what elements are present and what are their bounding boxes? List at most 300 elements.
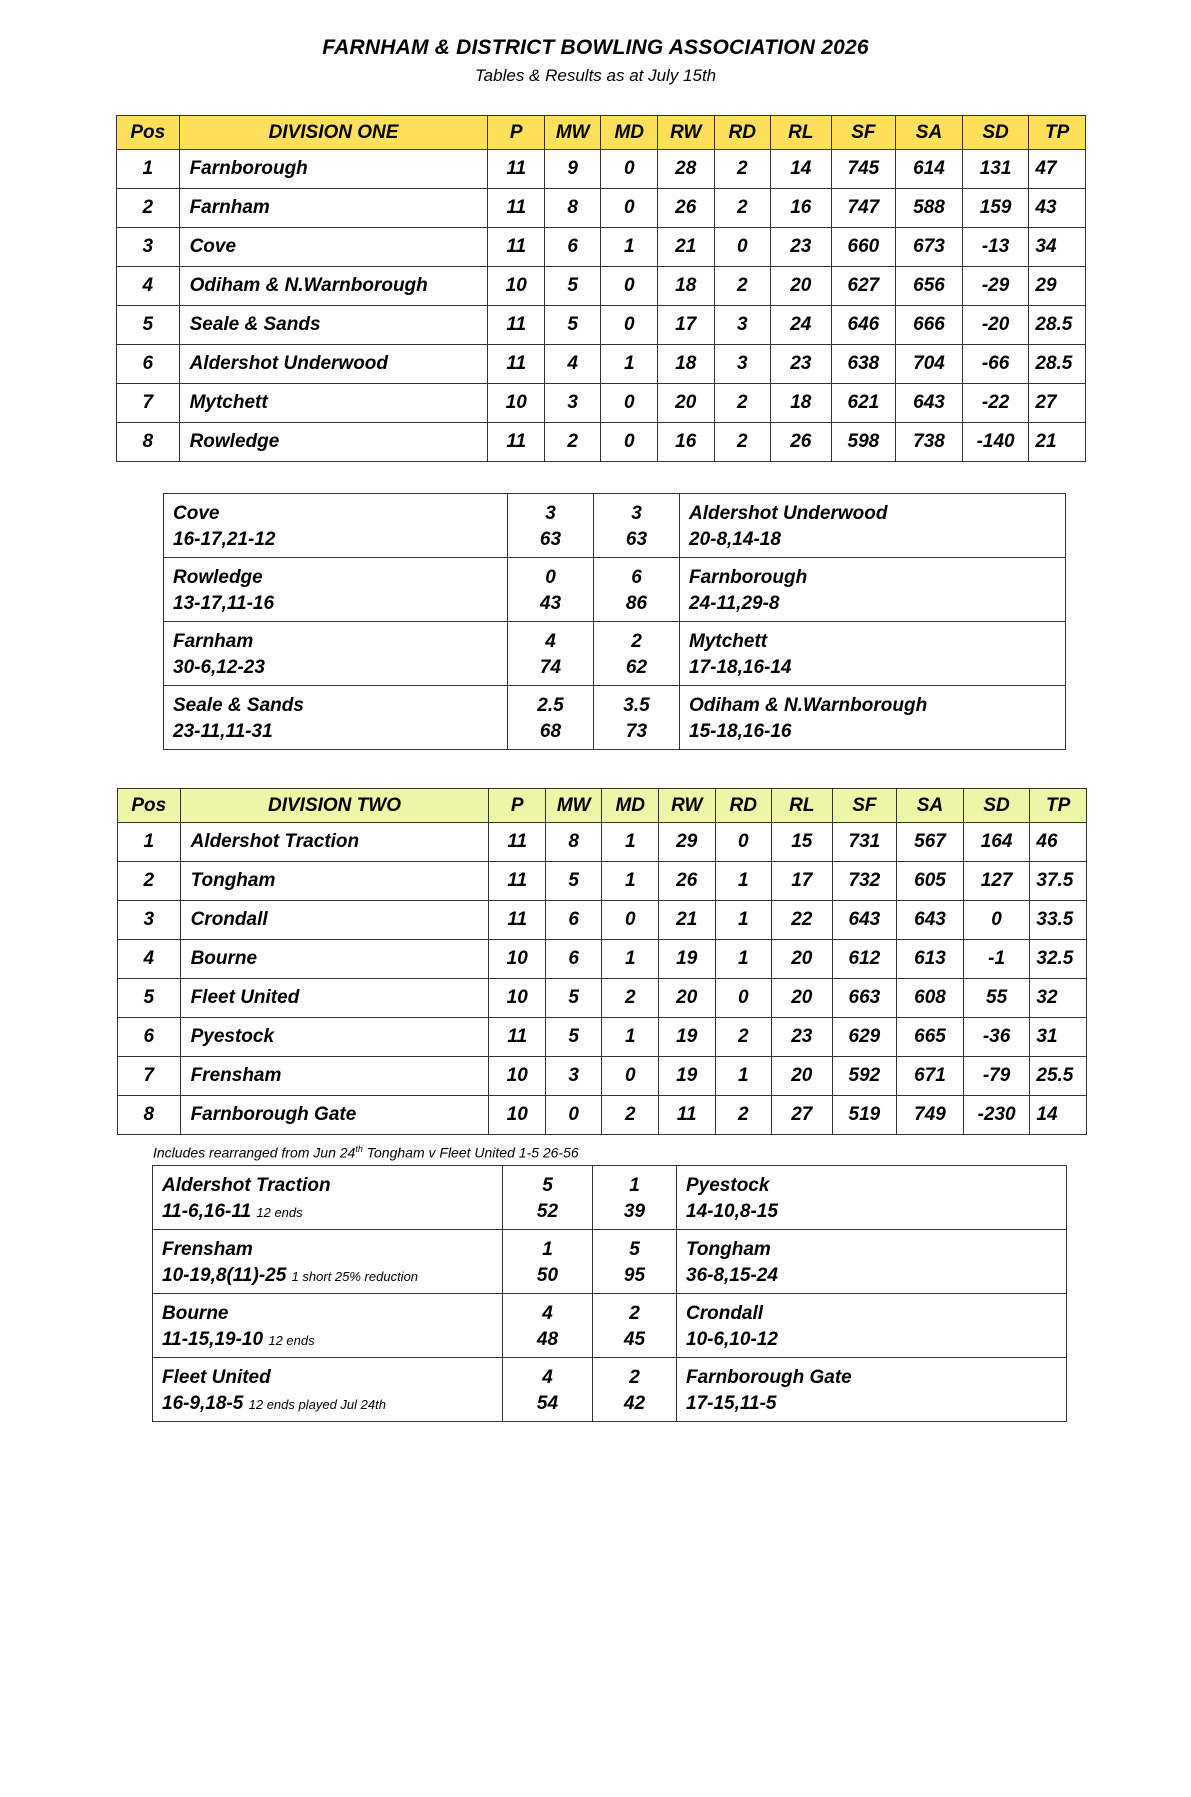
away-team [680,558,1066,622]
table-cell: 24 [771,306,832,345]
footnote-text-end: Tongham v Fleet United 1-5 26-56 [362,1144,579,1161]
away-score-value: 39 [623,1201,646,1222]
table-cell: 2 [715,1018,772,1057]
team-name: Farnham [179,189,488,228]
away-team [677,1358,1067,1422]
table-cell: -66 [962,345,1029,384]
home-team [153,1166,503,1230]
home-score-line2 [508,527,593,553]
table-cell: 627 [831,267,896,306]
page-subtitle: Tables & Results as at July 15th [474,66,717,85]
table-cell: 613 [897,940,964,979]
table-cell: 0 [715,823,772,862]
away-team-line2 [686,1263,1066,1289]
home-team-line1: Frensham [162,1239,253,1260]
away-team-line2 [686,1327,1066,1353]
team-name: Aldershot Traction [180,823,489,862]
table-cell: 21 [657,228,714,267]
col-sf: SF [832,789,897,823]
home-score-line2 [503,1327,592,1353]
table-cell: 0 [545,1096,602,1135]
table-row [118,823,1087,862]
table-cell: 0 [602,1057,659,1096]
home-score-value: 43 [539,593,562,614]
home-score-line1: 1 [542,1239,553,1260]
table-cell: 1 [601,345,658,384]
col-mw: MW [544,116,601,150]
away-score [593,1230,677,1294]
table-row [118,979,1087,1018]
table-cell: 16 [657,423,714,462]
table-row [117,423,1086,462]
col-sa: SA [896,116,963,150]
table-cell: 673 [896,228,963,267]
table-cell: 665 [897,1018,964,1057]
away-score-line2 [593,1327,676,1353]
away-team-line1: Crondall [686,1303,764,1324]
table-cell: 629 [832,1018,897,1057]
table-cell: 747 [831,189,896,228]
table-cell: 1 [118,823,181,862]
table-cell: 0 [601,306,658,345]
table-cell: 1 [715,862,772,901]
result-row [153,1230,1067,1294]
table-cell: 11 [489,862,546,901]
table-cell: 612 [832,940,897,979]
table-cell: 745 [831,150,896,189]
home-team-value: 16-17,21-12 [173,529,276,550]
home-team-value: 10-19,8(11)-25 [162,1265,287,1286]
home-score-line2 [503,1199,592,1225]
away-team-line1: Farnborough Gate [686,1367,852,1388]
home-team-line2 [173,527,507,553]
table-cell: 19 [658,1057,715,1096]
table-cell: 8 [118,1096,181,1135]
table-cell: 21 [658,901,715,940]
table-cell: 5 [544,306,601,345]
col-tp: TP [1030,789,1087,823]
away-team-line2 [689,591,1065,617]
away-team [677,1166,1067,1230]
table-row [117,345,1086,384]
home-team-line1: Bourne [162,1303,229,1324]
table-cell: 2 [118,862,181,901]
away-team-value: 10-6,10-12 [686,1329,778,1350]
table-cell: 22 [772,901,833,940]
away-team-value: 15-18,16-16 [689,721,792,742]
table-cell: 598 [831,423,896,462]
away-score-line2 [593,1199,676,1225]
col-p: P [489,789,546,823]
table-cell: 23 [771,345,832,384]
away-score-value: 62 [625,657,648,678]
table-cell: 1 [117,150,180,189]
table-cell: 26 [657,189,714,228]
table-cell: 1 [715,1057,772,1096]
table-cell: 14 [771,150,832,189]
table-cell: 6 [117,345,180,384]
home-team [153,1294,503,1358]
division-one-table [116,115,1086,462]
result-row [164,558,1066,622]
table-cell: 0 [601,423,658,462]
home-score-line2 [508,719,593,745]
team-name: Pyestock [180,1018,489,1057]
away-team-line1: Pyestock [686,1175,770,1196]
away-score-value: 95 [623,1265,646,1286]
home-team-line2 [162,1327,502,1354]
table-cell: 2 [714,150,771,189]
table-cell: 43 [1029,189,1086,228]
table-cell: 7 [118,1057,181,1096]
table-cell: 666 [896,306,963,345]
away-score [594,686,680,750]
team-name: Rowledge [179,423,488,462]
table-cell: 3 [117,228,180,267]
footnote-text: Includes rearranged from Jun 24 [153,1144,356,1161]
table-cell: 643 [832,901,897,940]
col-md: MD [602,789,659,823]
away-score [594,622,680,686]
result-row [153,1166,1067,1230]
col-rl: RL [772,789,833,823]
result-row [164,686,1066,750]
table-cell: 3 [714,345,771,384]
table-cell: 11 [488,306,545,345]
table-cell: 671 [897,1057,964,1096]
away-team-value: 14-10,8-15 [686,1201,778,1222]
table-row [117,267,1086,306]
table-cell: 21 [1029,423,1086,462]
away-score-line2 [594,591,679,617]
table-cell: 2 [544,423,601,462]
table-cell: -230 [963,1096,1030,1135]
team-name: Farnborough Gate [180,1096,489,1135]
home-score-value: 54 [536,1393,559,1414]
table-cell: 643 [896,384,963,423]
col-sd: SD [963,789,1030,823]
away-team-line1: Tongham [686,1239,771,1260]
home-score-line2 [508,655,593,681]
col-sf: SF [831,116,896,150]
table-cell: 26 [771,423,832,462]
away-team-line2 [689,719,1065,745]
table-cell: 5 [117,306,180,345]
table-cell: 2 [714,189,771,228]
table-cell: 2 [714,267,771,306]
away-score-value: 42 [623,1393,646,1414]
result-note: 12 ends played Jul 24th [248,1397,386,1412]
table-cell: 11 [658,1096,715,1135]
away-score-value: 73 [625,721,648,742]
home-team-line1: Rowledge [173,567,263,588]
table-row [118,1057,1087,1096]
away-score-line1: 1 [629,1175,640,1196]
table-cell: 17 [772,862,833,901]
table-cell: 567 [897,823,964,862]
table-cell: 27 [1029,384,1086,423]
away-score-line1: 2 [629,1367,640,1388]
table-cell: 29 [1029,267,1086,306]
table-cell: 20 [771,267,832,306]
table-cell: 704 [896,345,963,384]
table-cell: 17 [657,306,714,345]
home-score-value: 74 [539,657,562,678]
col-tp: TP [1029,116,1086,150]
table-cell: 646 [831,306,896,345]
away-team-line1: Mytchett [689,631,768,652]
table-cell: 20 [658,979,715,1018]
home-team-line2 [162,1263,502,1290]
table-cell: 1 [602,940,659,979]
table-cell: 0 [714,228,771,267]
table-cell: -36 [963,1018,1030,1057]
table-cell: 2 [602,1096,659,1135]
table-cell: 0 [601,384,658,423]
table-cell: 6 [545,901,602,940]
away-team-line1: Aldershot Underwood [689,503,888,524]
table-cell: 8 [545,823,602,862]
table-cell: 1 [602,823,659,862]
result-note: 12 ends [268,1333,315,1348]
table-cell: 18 [771,384,832,423]
home-score-line1: 4 [542,1303,553,1324]
footnote [153,1144,579,1161]
table-cell: 18 [657,267,714,306]
home-score-value: 68 [539,721,562,742]
away-score-line1: 2 [631,631,642,652]
table-cell: 20 [657,384,714,423]
result-row [164,622,1066,686]
col-rw: RW [657,116,714,150]
table-cell: 20 [772,940,833,979]
table-cell: 6 [545,940,602,979]
table-cell: 15 [772,823,833,862]
team-name: Seale & Sands [179,306,488,345]
home-team-line1: Farnham [173,631,254,652]
home-score-line1: 0 [545,567,556,588]
table-cell: 8 [544,189,601,228]
home-score-line1: 4 [542,1367,553,1388]
table-row [117,228,1086,267]
table-cell: -1 [963,940,1030,979]
division-two-results [152,1165,1067,1422]
table-cell: 2 [714,423,771,462]
away-score-line1: 2 [629,1303,640,1324]
home-team-line1: Aldershot Traction [162,1175,331,1196]
table-cell: 2 [117,189,180,228]
away-score-line2 [594,655,679,681]
home-team-value: 11-6,16-11 [162,1201,252,1222]
table-header-row [118,789,1087,823]
table-cell: 11 [489,1018,546,1057]
home-score [508,494,594,558]
page-title: FARNHAM & DISTRICT BOWLING ASSOCIATION 2026 [322,36,869,59]
table-cell: 638 [831,345,896,384]
table-cell: 0 [601,189,658,228]
col-pos: Pos [118,789,181,823]
result-row [153,1358,1067,1422]
home-team [164,686,508,750]
table-cell: 0 [601,150,658,189]
table-cell: 3 [544,384,601,423]
away-score-line2 [593,1391,676,1417]
team-name: Farnborough [179,150,488,189]
table-cell: 23 [772,1018,833,1057]
table-cell: 28.5 [1029,306,1086,345]
away-score-line2 [594,719,679,745]
table-cell: 28.5 [1029,345,1086,384]
table-cell: 20 [772,1057,833,1096]
table-cell: 34 [1029,228,1086,267]
col-rd: RD [715,789,772,823]
result-row [153,1294,1067,1358]
table-cell: 5 [118,979,181,1018]
table-cell: 20 [772,979,833,1018]
home-score-line2 [503,1391,592,1417]
away-score [593,1166,677,1230]
table-cell: 31 [1030,1018,1087,1057]
table-cell: 1 [602,1018,659,1057]
away-score [594,558,680,622]
home-team [164,494,508,558]
table-cell: 6 [118,1018,181,1057]
table-cell: 10 [488,384,545,423]
table-cell: 749 [897,1096,964,1135]
table-cell: 8 [117,423,180,462]
table-cell: 2 [714,384,771,423]
table-cell: -13 [962,228,1029,267]
division-one-results [163,493,1066,750]
table-cell: -29 [962,267,1029,306]
table-cell: 0 [601,267,658,306]
table-cell: 11 [489,823,546,862]
col-sd: SD [962,116,1029,150]
col-md: MD [601,116,658,150]
home-score-value: 63 [539,529,562,550]
away-score [593,1358,677,1422]
table-cell: 11 [488,150,545,189]
team-name: Fleet United [180,979,489,1018]
table-cell: 47 [1029,150,1086,189]
home-score [503,1166,593,1230]
away-score [594,494,680,558]
away-score-line2 [593,1263,676,1289]
away-team-line2 [686,1199,1066,1225]
away-score-line1: 3.5 [623,695,650,716]
table-row [118,1018,1087,1057]
table-cell: 3 [714,306,771,345]
table-cell: 19 [658,940,715,979]
table-cell: 19 [658,1018,715,1057]
home-team-value: 11-15,19-10 [162,1329,264,1350]
home-team-value: 30-6,12-23 [173,657,265,678]
table-cell: 55 [963,979,1030,1018]
col-pos: Pos [117,116,180,150]
away-score-line2 [594,527,679,553]
away-team-line2 [686,1391,1066,1417]
home-score-value: 50 [536,1265,559,1286]
table-cell: 0 [715,979,772,1018]
away-score-line1: 5 [629,1239,640,1260]
home-team-line2 [162,1391,502,1418]
team-name: Bourne [180,940,489,979]
table-cell: 2 [715,1096,772,1135]
home-score [508,622,594,686]
table-cell: 1 [602,862,659,901]
away-team [680,622,1066,686]
away-score-value: 86 [625,593,648,614]
result-note: 12 ends [256,1205,303,1220]
table-cell: 605 [897,862,964,901]
home-team [164,558,508,622]
table-cell: 9 [544,150,601,189]
table-cell: 643 [897,901,964,940]
table-cell: 732 [832,862,897,901]
division-header: DIVISION ONE [179,116,488,150]
home-score-value: 52 [536,1201,559,1222]
table-cell: 588 [896,189,963,228]
table-cell: 26 [658,862,715,901]
table-row [117,189,1086,228]
table-cell: 10 [489,979,546,1018]
table-cell: 25.5 [1030,1057,1087,1096]
table-cell: 23 [771,228,832,267]
table-cell: -20 [962,306,1029,345]
table-cell: -22 [962,384,1029,423]
col-sa: SA [897,789,964,823]
col-rd: RD [714,116,771,150]
table-cell: 2 [602,979,659,1018]
home-score [503,1294,593,1358]
team-name: Odiham & N.Warnborough [179,267,488,306]
team-name: Cove [179,228,488,267]
table-cell: 0 [963,901,1030,940]
home-team [153,1230,503,1294]
home-team-line1: Fleet United [162,1367,271,1388]
col-p: P [488,116,545,150]
table-row [117,306,1086,345]
away-score-value: 63 [625,529,648,550]
table-cell: -140 [962,423,1029,462]
home-team-line1: Seale & Sands [173,695,304,716]
table-cell: 28 [657,150,714,189]
away-team-value: 17-18,16-14 [689,657,792,678]
table-cell: 32 [1030,979,1087,1018]
table-cell: 10 [489,940,546,979]
table-cell: 738 [896,423,963,462]
away-team [677,1230,1067,1294]
result-note: 1 short 25% reduction [291,1269,419,1284]
table-cell: 131 [962,150,1029,189]
away-score-value: 45 [623,1329,646,1350]
table-cell: 7 [117,384,180,423]
table-cell: 656 [896,267,963,306]
table-header-row [117,116,1086,150]
result-row [164,494,1066,558]
table-cell: 731 [832,823,897,862]
table-cell: 5 [545,979,602,1018]
table-row [117,384,1086,423]
team-name: Frensham [180,1057,489,1096]
division-two-table [117,788,1087,1135]
home-team [164,622,508,686]
home-team-line2 [173,591,507,617]
table-row [118,1096,1087,1135]
table-cell: 37.5 [1030,862,1087,901]
away-team [680,494,1066,558]
away-team-line2 [689,655,1065,681]
